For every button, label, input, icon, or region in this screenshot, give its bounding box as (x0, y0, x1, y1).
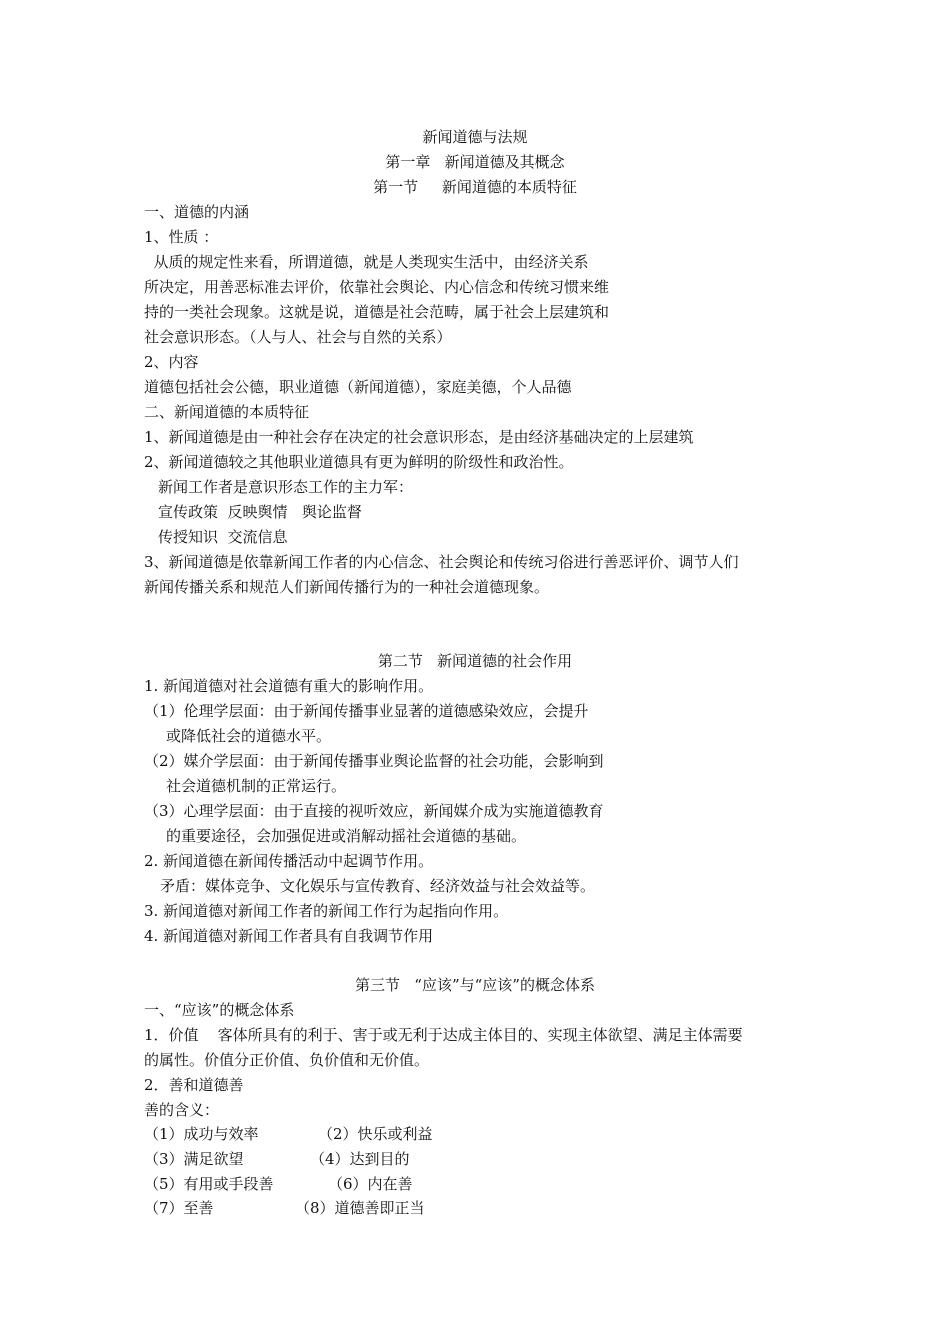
goods-item: （2）快乐或利益 (318, 1125, 433, 1143)
text-line: 2. 新闻道德在新闻传播活动中起调节作用。 (144, 852, 434, 870)
section3-heading: 第三节 “应该”与“应该”的概念体系 (355, 976, 595, 994)
text-line: 4. 新闻道德对新闻工作者具有自我调节作用 (144, 927, 434, 945)
text-line: 1．价值 客体所具有的利于、害于或无利于达成主体目的、实现主体欲望、满足主体需要 (144, 1026, 743, 1044)
text-line: 道德包括社会公德，职业道德（新闻道德），家庭美德，个人品德 (144, 378, 572, 396)
text-line: 社会道德机制的正常运行。 (166, 777, 347, 795)
text-line: 3. 新闻道德对新闻工作者的新闻工作行为起指向作用。 (144, 902, 509, 920)
text-line: 的重要途径，会加强促进或消解动摇社会道德的基础。 (166, 827, 527, 845)
text-line: （1）伦理学层面：由于新闻传播事业显著的道德感染效应，会提升 (144, 702, 589, 720)
text-line: 一、“应该”的概念体系 (144, 1001, 295, 1019)
text-line: （3）心理学层面：由于直接的视听效应，新闻媒介成为实施道德教育 (144, 802, 604, 820)
goods-item: （4）达到目的 (310, 1150, 410, 1168)
text-line: 善的含义： (144, 1101, 220, 1119)
text-line: 2、内容 (144, 353, 199, 371)
goods-item: （1）成功与效率 (144, 1125, 259, 1143)
text-line: 矛盾：媒体竞争、文化娱乐与宣传教育、经济效益与社会效益等。 (160, 877, 596, 895)
text-line: （2）媒介学层面：由于新闻传播事业舆论监督的社会功能，会影响到 (144, 752, 604, 770)
chapter-heading: 第一章 新闻道德及其概念 (385, 153, 565, 171)
document-title: 新闻道德与法规 (422, 128, 528, 146)
text-line: 传授知识 交流信息 (158, 528, 288, 546)
text-line: 2、新闻道德较之其他职业道德具有更为鲜明的阶级性和政治性。 (144, 453, 574, 471)
text-line: 所决定，用善恶标准去评价，依靠社会舆论、内心信念和传统习惯来维 (144, 278, 610, 296)
goods-item: （8）道德善即正当 (295, 1199, 425, 1217)
section1-heading: 第一节 新闻道德的本质特征 (373, 178, 577, 196)
text-line: 3、新闻道德是依靠新闻工作者的内心信念、社会舆论和传统习俗进行善恶评价、调节人们 (144, 553, 739, 571)
text-line: 社会意识形态。（人与人、社会与自然的关系） (144, 328, 452, 346)
goods-item: （6）内在善 (328, 1175, 413, 1193)
goods-item: （7）至善 (144, 1199, 214, 1217)
text-line: 一、道德的内涵 (144, 203, 250, 221)
text-line: 或降低社会的道德水平。 (166, 727, 332, 745)
goods-item: （3）满足欲望 (144, 1150, 244, 1168)
text-line: 1、性质 ： (144, 228, 219, 246)
text-line: 持的一类社会现象。这就是说，道德是社会范畴，属于社会上层建筑和 (144, 303, 610, 321)
text-line: 1、新闻道德是由一种社会存在决定的社会意识形态，是由经济基础决定的上层建筑 (144, 428, 694, 446)
text-line: 新闻传播关系和规范人们新闻传播行为的一种社会道德现象。 (144, 578, 550, 596)
text-line: 宣传政策 反映舆情 舆论监督 (158, 503, 362, 521)
text-line: 二、新闻道德的本质特征 (144, 403, 310, 421)
text-line: 2．善和道德善 (144, 1076, 244, 1094)
text-line: 新闻工作者是意识形态工作的主力军： (158, 478, 414, 496)
text-line: 从质的规定性来看，所谓道德，就是人类现实生活中，由经济关系 (144, 253, 589, 271)
goods-item: （5）有用或手段善 (144, 1175, 274, 1193)
text-line: 1. 新闻道德对社会道德有重大的影响作用。 (144, 677, 434, 695)
text-line: 的属性。价值分正价值、负价值和无价值。 (144, 1051, 430, 1069)
section2-heading: 第二节 新闻道德的社会作用 (377, 652, 573, 670)
